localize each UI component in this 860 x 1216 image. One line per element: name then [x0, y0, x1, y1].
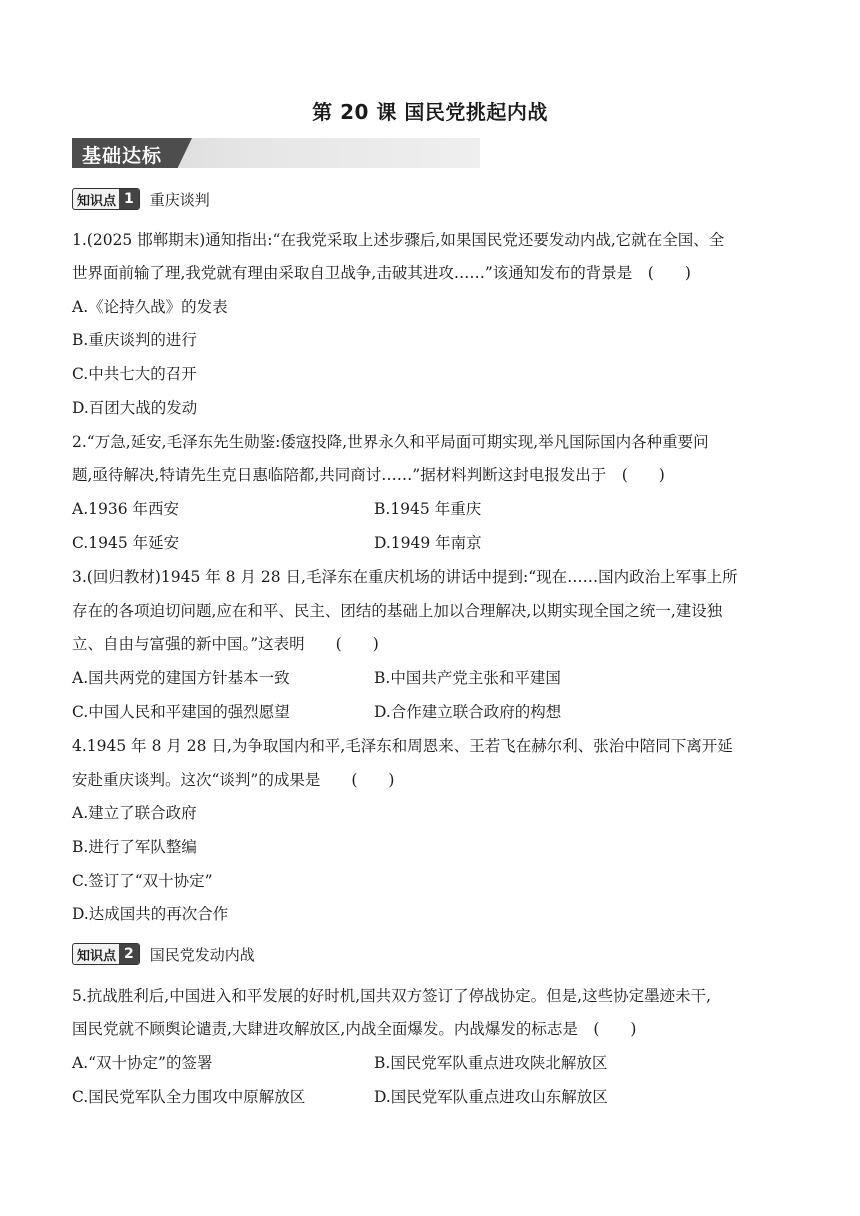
knowledge-point-badge	[72, 188, 140, 210]
question-3-option-c[interactable]: C.中国人民和平建国的强烈愿望	[72, 703, 290, 721]
page-title: 第 20 课 国民党挑起内战	[312, 100, 548, 124]
question-2-option-c[interactable]: C.1945 年延安	[72, 534, 180, 552]
knowledge-point-number: 2	[119, 944, 139, 964]
question-4-option-d[interactable]: D.达成国共的再次合作	[72, 905, 229, 923]
question-1-option-a[interactable]: A.《论持久战》的发表	[72, 298, 228, 316]
question-2-option-b[interactable]: B.1945 年重庆	[374, 500, 482, 518]
question-4-option-a[interactable]: A.建立了联合政府	[72, 804, 197, 822]
question-3-option-a[interactable]: A.国共两党的建国方针基本一致	[72, 669, 290, 687]
question-3-line-1: 3.(回归教材)1945 年 8 月 28 日,毛泽东在重庆机场的讲话中提到:“现在……国内政治上军事上所	[72, 568, 738, 586]
knowledge-point-1-header	[72, 188, 210, 210]
question-3-option-b[interactable]: B.中国共产党主张和平建国	[374, 669, 561, 687]
section-banner	[72, 138, 480, 168]
question-5-line-2: 国民党就不顾舆论谴责,大肆进攻解放区,内战全面爆发。内战爆发的标志是 ( )	[72, 1020, 637, 1038]
question-4-option-b[interactable]: B.进行了军队整编	[72, 838, 197, 856]
question-5-option-c[interactable]: C.国民党军队全力围攻中原解放区	[72, 1088, 306, 1106]
question-5-option-a[interactable]: A.“双十协定”的签署	[72, 1054, 213, 1072]
section-label: 基础达标	[82, 145, 163, 167]
question-5-option-d[interactable]: D.国民党军队重点进攻山东解放区	[374, 1088, 608, 1106]
question-4-line-2: 安赴重庆谈判。这次“谈判”的成果是 ( )	[72, 771, 395, 789]
question-2-option-a[interactable]: A.1936 年西安	[72, 500, 179, 518]
knowledge-point-badge-label: 知识点	[77, 948, 117, 964]
knowledge-point-badge-label: 知识点	[77, 193, 117, 209]
question-3-line-3: 立、自由与富强的新中国。”这表明 ( )	[72, 635, 379, 653]
question-1-line-2: 世界面前输了理,我党就有理由采取自卫战争,击破其进攻……”该通知发布的背景是 ( )	[72, 264, 691, 282]
question-2-line-2: 题,亟待解决,特请先生克日惠临陪都,共同商讨……”据材料判断这封电报发出于 ( )	[72, 466, 665, 484]
question-1-option-d[interactable]: D.百团大战的发动	[72, 399, 198, 417]
knowledge-point-2-header	[72, 943, 255, 965]
question-1-option-b[interactable]: B.重庆谈判的进行	[72, 331, 197, 349]
knowledge-point-title: 国民党发动内战	[149, 945, 255, 964]
knowledge-point-badge	[72, 943, 140, 965]
question-1-line-1: 1.(2025 邯郸期末)通知指出:“在我党采取上述步骤后,如果国民党还要发动内战,它就在全国、全	[72, 231, 725, 249]
question-2-option-d[interactable]: D.1949 年南京	[374, 534, 482, 552]
question-1-option-c[interactable]: C.中共七大的召开	[72, 365, 197, 383]
question-3-option-d[interactable]: D.合作建立联合政府的构想	[374, 703, 562, 721]
question-4-option-c[interactable]: C.签订了“双十协定”	[72, 872, 213, 890]
question-4-line-1: 4.1945 年 8 月 28 日,为争取国内和平,毛泽东和周恩来、王若飞在赫尔利、张治中陪同下离开延	[72, 737, 733, 755]
question-3-line-2: 存在的各项迫切问题,应在和平、民主、团结的基础上加以合理解决,以期实现全国之统一,建设独	[72, 602, 723, 620]
question-2-line-1: 2.“万急,延安,毛泽东先生勋鉴:倭寇投降,世界永久和平局面可期实现,举凡国际国内各种重要问	[72, 433, 709, 451]
question-5-line-1: 5.抗战胜利后,中国进入和平发展的好时机,国共双方签订了停战协定。但是,这些协定墨迹未干,	[72, 987, 711, 1005]
knowledge-point-title: 重庆谈判	[149, 190, 210, 209]
knowledge-point-number: 1	[119, 189, 139, 209]
question-5-option-b[interactable]: B.国民党军队重点进攻陕北解放区	[374, 1054, 608, 1072]
